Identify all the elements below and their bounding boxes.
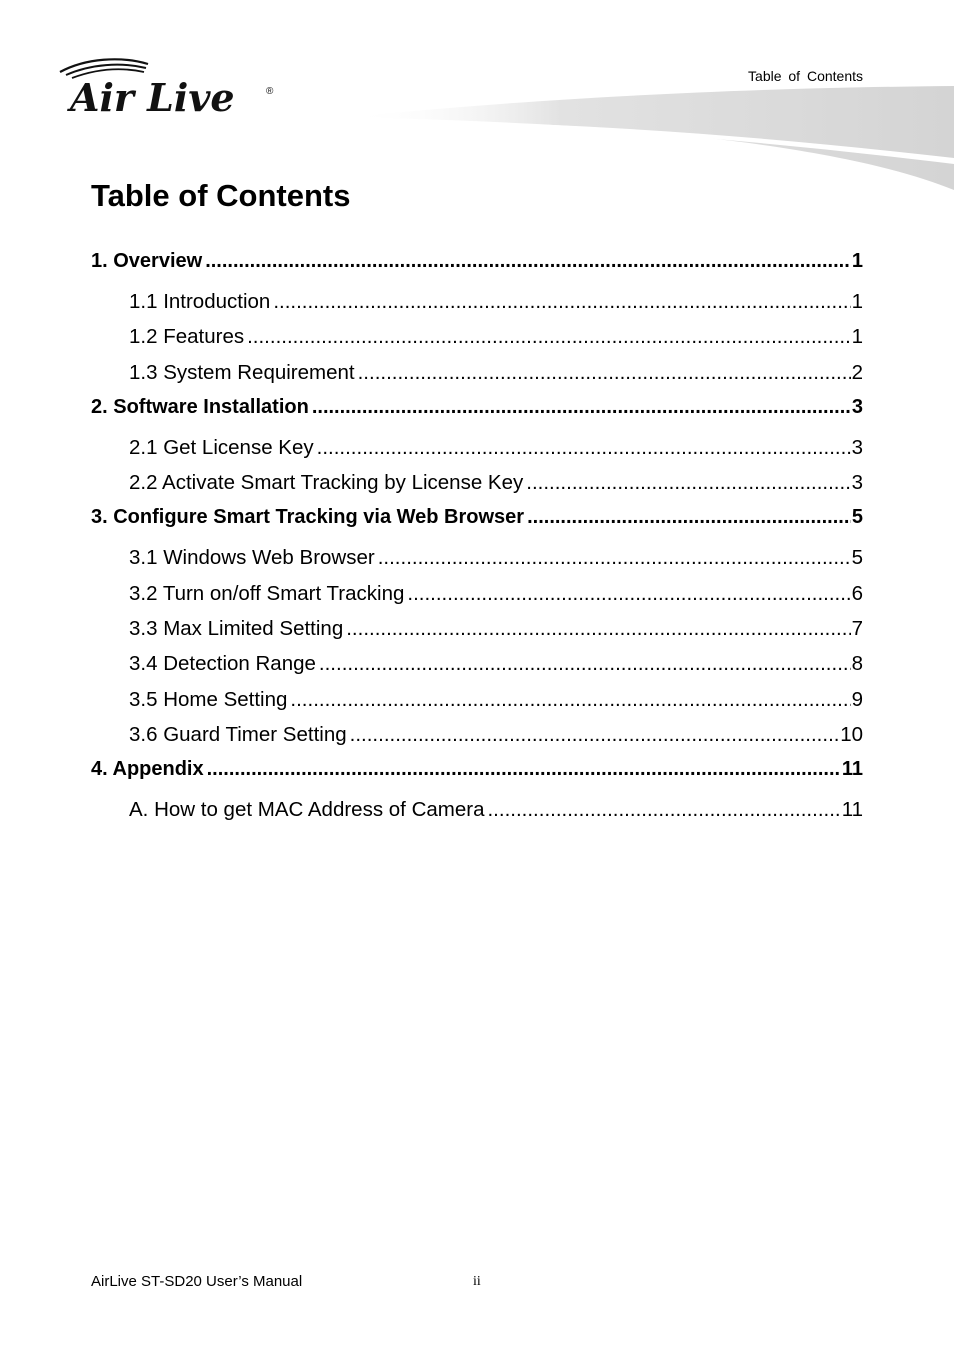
toc-entry-page: 5 [851,546,863,570]
toc-entry-page: 8 [851,652,863,676]
footer-page-number: ii [473,1274,481,1289]
dot-leader [247,325,851,349]
toc-entry-page: 7 [851,617,863,641]
page-title: Table of Contents [91,178,351,213]
toc-entry[interactable] [91,758,863,788]
registered-mark-icon: ® [266,86,274,97]
brand-logo-text: Air Live [70,75,235,120]
footer-manual-title: AirLive ST-SD20 User’s Manual [91,1273,303,1290]
toc-entry-title: 3.5 Home Setting [129,687,288,711]
dot-leader [526,471,850,495]
toc-entry-title: 1.1 Introduction [129,290,271,313]
dot-leader [205,250,851,273]
toc-entry-title: 1.3 System Requirement [129,360,355,384]
toc-entry-title: 3.3 Max Limited Setting [129,617,344,641]
dot-leader [407,582,850,606]
toc-entry-title: A. How to get MAC Address of Camera [129,798,485,822]
dot-leader [358,361,851,385]
dot-leader [312,396,851,419]
toc-entry-page: 1 [851,290,863,313]
toc-entry[interactable] [91,471,863,506]
dot-leader [350,723,840,747]
dot-leader [527,506,851,529]
toc-entry[interactable] [91,436,863,471]
toc-entry-page: 3 [851,471,863,495]
dot-leader [346,617,850,641]
toc-entry-page: 3 [851,395,863,418]
dot-leader [207,758,841,781]
toc-entry-title: 3. Configure Smart Tracking via Web Browser [91,506,525,529]
toc-entry-title: 1. Overview [91,250,203,272]
toc-entry-title: 3.6 Guard Timer Setting [129,722,347,746]
dot-leader [319,652,851,676]
dot-leader [273,290,850,314]
toc-entry[interactable] [91,250,863,280]
toc-entry-page: 9 [851,687,863,711]
toc-entry-title: 3.1 Windows Web Browser [129,546,375,570]
toc-entry-page: 11 [841,798,863,822]
toc-entry-page: 6 [851,581,863,605]
toc-entry[interactable] [91,506,863,536]
dot-leader [378,546,851,570]
toc-entry-title: 3.2 Turn on/off Smart Tracking [129,581,405,605]
airlive-logo [56,56,286,126]
toc-entry[interactable] [91,617,863,652]
toc-entry[interactable] [91,798,863,833]
toc-entry-page: 5 [851,506,863,529]
toc-entry[interactable] [91,582,863,617]
toc-entry-title: 3.4 Detection Range [129,652,316,676]
toc-entry-title: 2.2 Activate Smart Tracking by License Key [129,471,524,495]
toc-entry[interactable] [91,652,863,687]
toc-entry-title: 1.2 Features [129,325,245,349]
toc-entry-page: 10 [840,722,863,746]
toc-entry-page: 3 [851,435,863,459]
toc-entry-page: 1 [851,250,863,272]
toc-entry-title: 2. Software Installation [91,395,309,418]
dot-leader [290,688,850,712]
toc-entry-title: 2.1 Get License Key [129,435,314,459]
dot-leader [317,436,851,460]
toc-entry[interactable] [91,546,863,581]
toc-entry-page: 11 [841,758,863,781]
toc-entry[interactable] [91,688,863,723]
toc-entry[interactable] [91,396,863,426]
table-of-contents [91,250,863,834]
toc-entry[interactable] [91,361,863,396]
toc-entry-page: 1 [851,325,863,349]
toc-entry[interactable] [91,325,863,360]
toc-entry[interactable] [91,290,863,325]
dot-leader [487,798,840,822]
running-head: Table of Contents [748,68,863,84]
toc-entry-title: 4. Appendix [91,758,204,781]
toc-entry[interactable] [91,723,863,758]
toc-entry-page: 2 [851,360,863,384]
